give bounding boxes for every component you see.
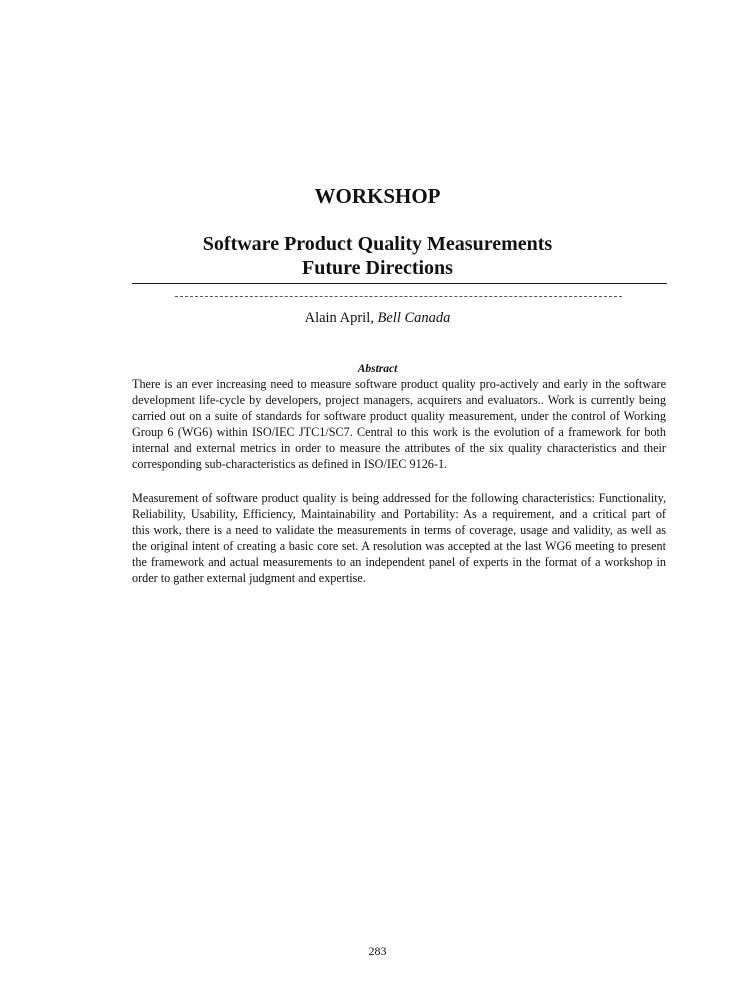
title-rule-secondary: [175, 296, 622, 297]
text-line: order to gather external judgment and expertise.: [132, 571, 366, 585]
page-number: 283: [368, 944, 387, 958]
abstract-paragraph-2: [132, 490, 666, 586]
subtitle-line-1: Software Product Quality Measurements: [202, 233, 553, 255]
title-rule: [132, 283, 667, 284]
text-line: There is an ever increasing need to measure software product quality pro-actively and early in the software: [132, 377, 666, 391]
author-name: Alain April,: [304, 310, 374, 326]
text-line: the framework and actual measurements to an independent panel of experts in the format of a workshop in: [132, 555, 666, 569]
text-line: development life-cycle by developers, project managers, acquirers and evaluators.. Work is currently being: [132, 393, 666, 407]
text-line: corresponding sub-characteristics as defined in ISO/IEC 9126-1.: [132, 457, 448, 471]
page-title: WORKSHOP: [314, 184, 441, 208]
author-affiliation: Bell Canada: [377, 310, 451, 326]
abstract-paragraph-1: [132, 376, 666, 472]
text-line: Group 6 (WG6) within ISO/IEC JTC1/SC7. Central to this work is the evolution of a framework for both: [132, 425, 666, 439]
text-line: Measurement of software product quality is being addressed for the following characteristics: Functionality,: [132, 491, 666, 505]
text-line: carried out on a suite of standards for software product quality measurement, under the control of Working: [132, 409, 666, 423]
author-line: [0, 310, 755, 327]
text-line: the original intent of creating a basic core set. A resolution was accepted at the last WG6 meeting to present: [132, 539, 666, 553]
text-line: Reliability, Usability, Efficiency, Maintainability and Portability: As a requirement, and a critical part of: [132, 507, 666, 521]
text-line: this work, there is a need to validate the measurements in terms of coverage, usage and validity, as well as: [132, 523, 666, 537]
text-line: internal and external metrics in order to measure the attributes of the six quality characteristics and their: [132, 441, 666, 455]
subtitle-line-2: Future Directions: [302, 257, 453, 279]
abstract-heading: Abstract: [357, 363, 398, 375]
